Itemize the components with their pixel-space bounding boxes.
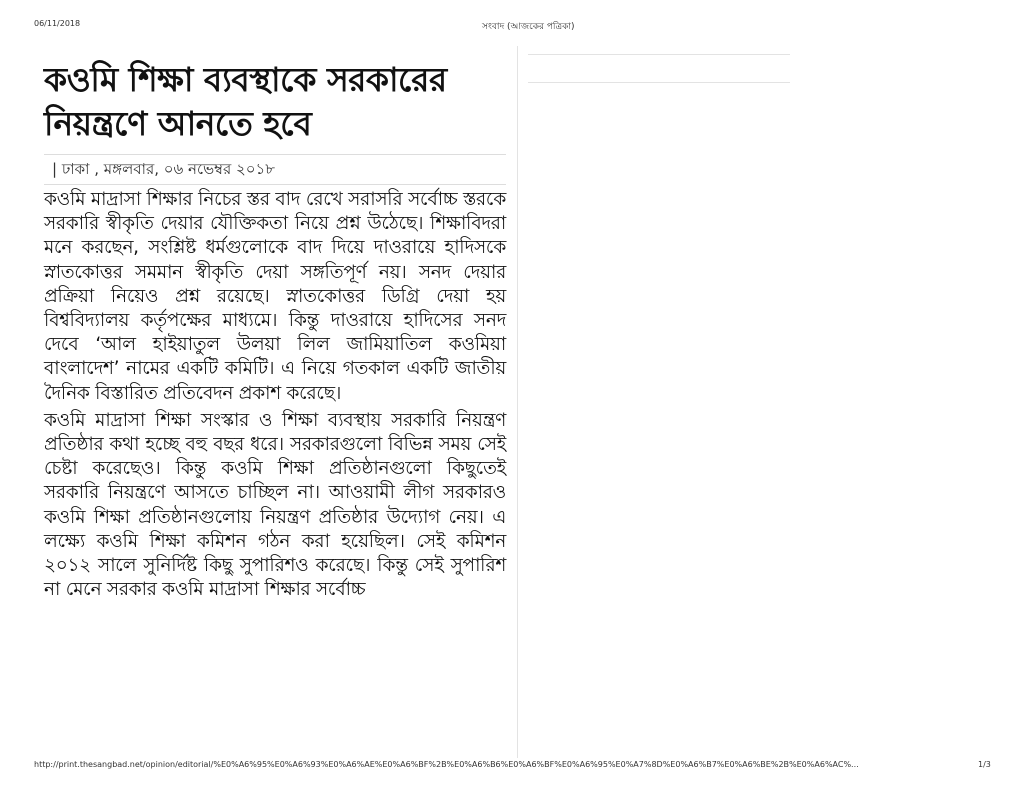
article [44,58,506,602]
sidebar-divider [528,82,790,83]
article-headline: কওমি শিক্ষা ব্যবস্থাকে সরকারের নিয়ন্ত্রণে আনতে হবে [44,60,447,143]
print-date: 06/11/2018 [34,19,81,28]
print-page-number: 1/3 [978,760,991,769]
print-page-title: সংবাদ (আজকের পত্রিকা) [482,22,575,32]
print-source-url: http://print.thesangbad.net/opinion/editorial/%E0%A6%95%E0%A6%93%E0%A6%AE%E0%A6%BF%2B%E0%A6%B6%E0%A6%BF%E0%A6%95%E0%A7%8D%E0%A6%B7%E0%A6%BE%2B%E0%A6%AC%... [34,760,859,769]
column-divider [517,46,518,758]
article-dateline: | ঢাকা , মঙ্গলবার, ০৬ নভেম্বর ২০১৮ [52,160,276,178]
headline-divider [44,154,506,155]
dateline-divider [44,184,506,185]
sidebar-divider [528,54,790,55]
article-paragraph: কওমি মাদ্রাসা শিক্ষা সংস্কার ও শিক্ষা ব্যবস্থায় সরকারি নিয়ন্ত্রণ প্রতিষ্ঠার কথা হচ্ছে বহু বছর ধরে। সরকারগুলো বিভিন্ন সময় সেই চেষ্টা করেছেও। কিন্তু কওমি শিক্ষা প্রতিষ্ঠানগুলো কিছুতেই সরকারি নিয়ন্ত্রণে আসতে চাচ্ছিল না। আওয়ামী লীগ সরকারও কওমি শিক্ষা প্রতিষ্ঠানগুলোয় নিয়ন্ত্রণ প্রতিষ্ঠার উদ্যোগ নেয়। এ লক্ষ্যে কওমি শিক্ষা কমিশন গঠন করা হয়েছিল। সেই কমিশন ২০১২ সালে সুনির্দিষ্ট কিছু সুপারিশও করেছে। কিন্তু সেই সুপারিশ না মেনে সরকার কওমি মাদ্রাসা শিক্ষার সর্বোচ্চ [44,409,506,601]
article-paragraph: কওমি মাদ্রাসা শিক্ষার নিচের স্তর বাদ রেখে সরাসরি সর্বোচ্চ স্তরকে সরকারি স্বীকৃতি দেয়ার যৌক্তিকতা নিয়ে প্রশ্ন উঠেছে। শিক্ষাবিদরা মনে করছেন, সংশ্লিষ্ট ধর্মগুলোকে বাদ দিয়ে দাওরায়ে হাদিসকে স্নাতকোত্তর সমমান স্বীকৃতি দেয়া সঙ্গতিপূর্ণ নয়। সনদ দেয়ার প্রক্রিয়া নিয়েও প্রশ্ন রয়েছে। স্নাতকোত্তর ডিগ্রি দেয়া হয় বিশ্ববিদ্যালয় কর্তৃপক্ষের মাধ্যমে। কিন্তু দাওরায়ে হাদিসের সনদ দেবে ‘আল হাইয়াতুল উলয়া লিল জামিয়াতিল কওমিয়া বাংলাদেশ’ নামের একটি কমিটি। এ নিয়ে গতকাল একটি জাতীয় দৈনিক বিস্তারিত প্রতিবেদন প্রকাশ করেছে। [44,189,506,404]
